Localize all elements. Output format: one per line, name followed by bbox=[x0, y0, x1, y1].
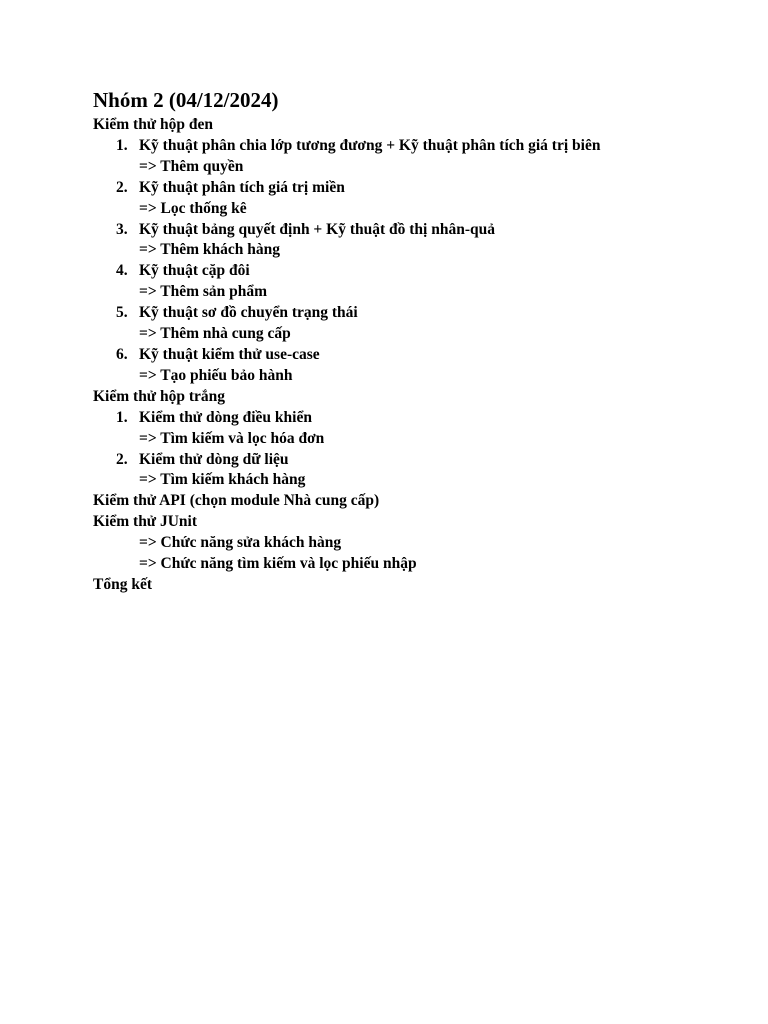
list-item-label: Kỹ thuật cặp đôi bbox=[139, 262, 250, 280]
list-number: 5. bbox=[116, 304, 128, 322]
list-item-label: Kiểm thử dòng điều khiển bbox=[139, 408, 312, 426]
section-black-box bbox=[93, 115, 713, 387]
list-item bbox=[93, 178, 713, 199]
list-item-result: => Lọc thống kê bbox=[139, 199, 247, 217]
list-item-result: => Thêm sản phẩm bbox=[139, 283, 268, 301]
list-item bbox=[93, 220, 713, 241]
list-number: 3. bbox=[116, 220, 128, 238]
list-number: 1. bbox=[116, 408, 128, 426]
section-heading: Kiểm thử JUnit bbox=[93, 513, 198, 531]
section-junit bbox=[93, 512, 713, 575]
list-number: 4. bbox=[116, 262, 128, 280]
list-item-result: => Thêm khách hàng bbox=[139, 241, 280, 259]
list-item bbox=[93, 408, 713, 429]
list-item bbox=[93, 261, 713, 282]
list-item-label: Kỹ thuật bảng quyết định + Kỹ thuật đồ thị nhân-quả bbox=[139, 220, 495, 238]
list-item-label: Kỹ thuật phân chia lớp tương đương + Kỹ thuật phân tích giá trị biên bbox=[139, 136, 601, 154]
list-item-label: Kỹ thuật sơ đồ chuyển trạng thái bbox=[139, 304, 358, 322]
list-item-result: => Tìm kiếm và lọc hóa đơn bbox=[139, 429, 325, 447]
list-item bbox=[93, 450, 713, 471]
section-heading: Kiểm thử hộp trắng bbox=[93, 387, 226, 405]
section-white-box bbox=[93, 387, 713, 492]
section-api bbox=[93, 491, 713, 512]
list-item-result: => Chức năng sửa khách hàng bbox=[139, 534, 342, 552]
list-item-result: => Chức năng tìm kiếm và lọc phiếu nhập bbox=[139, 555, 417, 573]
list-number: 1. bbox=[116, 136, 128, 154]
list-number: 2. bbox=[116, 450, 128, 468]
section-heading: Kiểm thử hộp đen bbox=[93, 116, 213, 133]
list-number: 2. bbox=[116, 178, 128, 196]
document-page bbox=[93, 86, 713, 596]
list-number: 6. bbox=[116, 345, 128, 363]
list-item bbox=[93, 303, 713, 324]
list-item-result: => Thêm quyền bbox=[139, 157, 244, 175]
section-summary bbox=[93, 575, 713, 596]
list-item bbox=[93, 136, 713, 157]
list-item-result: => Tìm kiếm khách hàng bbox=[139, 471, 306, 489]
list-item-result: => Tạo phiếu bảo hành bbox=[139, 366, 293, 384]
list-item-label: Kỹ thuật kiểm thử use-case bbox=[139, 345, 320, 363]
list-item-label: Kiểm thử dòng dữ liệu bbox=[139, 450, 289, 468]
section-heading: Tổng kết bbox=[93, 575, 152, 593]
section-heading: Kiểm thử API (chọn module Nhà cung cấp) bbox=[93, 492, 380, 510]
document-title: Nhóm 2 (04/12/2024) bbox=[93, 88, 279, 112]
list-item-label: Kỹ thuật phân tích giá trị miền bbox=[139, 178, 345, 196]
list-item bbox=[93, 345, 713, 366]
list-item-result: => Thêm nhà cung cấp bbox=[139, 325, 291, 343]
